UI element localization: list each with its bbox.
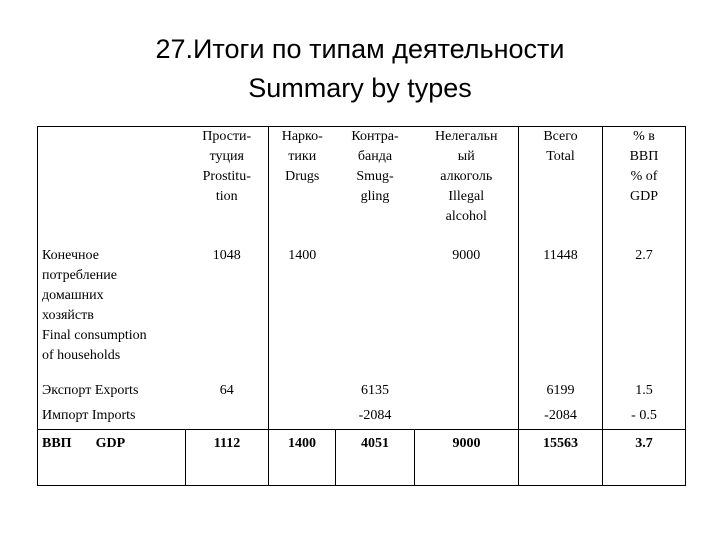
cell-gdp-alcohol: 9000 [415,430,519,486]
header-gdp-percent: % в ВВП % of GDP [603,127,686,244]
cell-consumption-prostitution: 1048 [212,247,241,263]
title-line-1: 27.Итоги по типам деятельности [155,34,565,64]
table-row-gdp [38,430,686,486]
header-prostitution: Прости- туция Prostitu- tion [202,129,252,204]
summary-table [37,126,686,486]
row-label-gdp [38,430,186,486]
header-total: Всего Total [519,127,603,244]
header-corner [38,127,186,244]
header-row [38,127,686,244]
row-label-gdp-en: GDP [95,436,126,451]
cell-consumption-smuggling [336,244,415,379]
row-label-exports: Экспорт Exports [42,382,139,398]
row-label-imports: Импорт Imports [42,407,136,423]
cell-exports-drugs [269,379,336,404]
cell-gdp-total: 15563 [519,430,603,486]
cell-consumption-alcohol: 9000 [452,247,481,263]
cell-exports-smuggling: 6135 [361,382,389,398]
cell-exports-gdp-percent: 1.5 [603,379,686,404]
cell-imports-smuggling: -2084 [358,407,392,423]
cell-consumption-gdp-percent: 2.7 [603,244,686,379]
table-row-consumption [38,244,686,379]
cell-gdp-smuggling: 4051 [336,430,415,486]
cell-consumption-total: 11448 [519,244,603,379]
cell-imports-prostitution [186,404,269,430]
row-label-gdp-ru: ВВП [42,436,72,451]
slide-title [0,30,720,108]
header-drugs: Нарко- тики Drugs [269,127,336,244]
row-label-consumption: Конечное потребление домашних хозяйств Final consumption of households [42,247,147,363]
cell-imports-total: -2084 [519,404,603,430]
title-line-2: Summary by types [248,73,472,103]
cell-gdp-drugs: 1400 [269,430,336,486]
cell-gdp-gdp-percent: 3.7 [603,430,686,486]
cell-exports-alcohol [415,379,519,404]
cell-imports-gdp-percent: - 0.5 [603,404,686,430]
cell-gdp-prostitution: 1112 [186,430,269,486]
table-row-exports [38,379,686,404]
cell-exports-total: 6199 [519,379,603,404]
table-row-imports [38,404,686,430]
cell-imports-drugs [269,404,336,430]
cell-consumption-drugs: 1400 [269,244,336,379]
cell-exports-prostitution: 64 [219,382,234,398]
header-smuggling: Контра- банда Smug- gling [351,129,399,204]
header-illegal-alcohol: Нелегальн ый алкоголь Illegal alcohol [435,129,498,224]
cell-imports-alcohol [415,404,519,430]
